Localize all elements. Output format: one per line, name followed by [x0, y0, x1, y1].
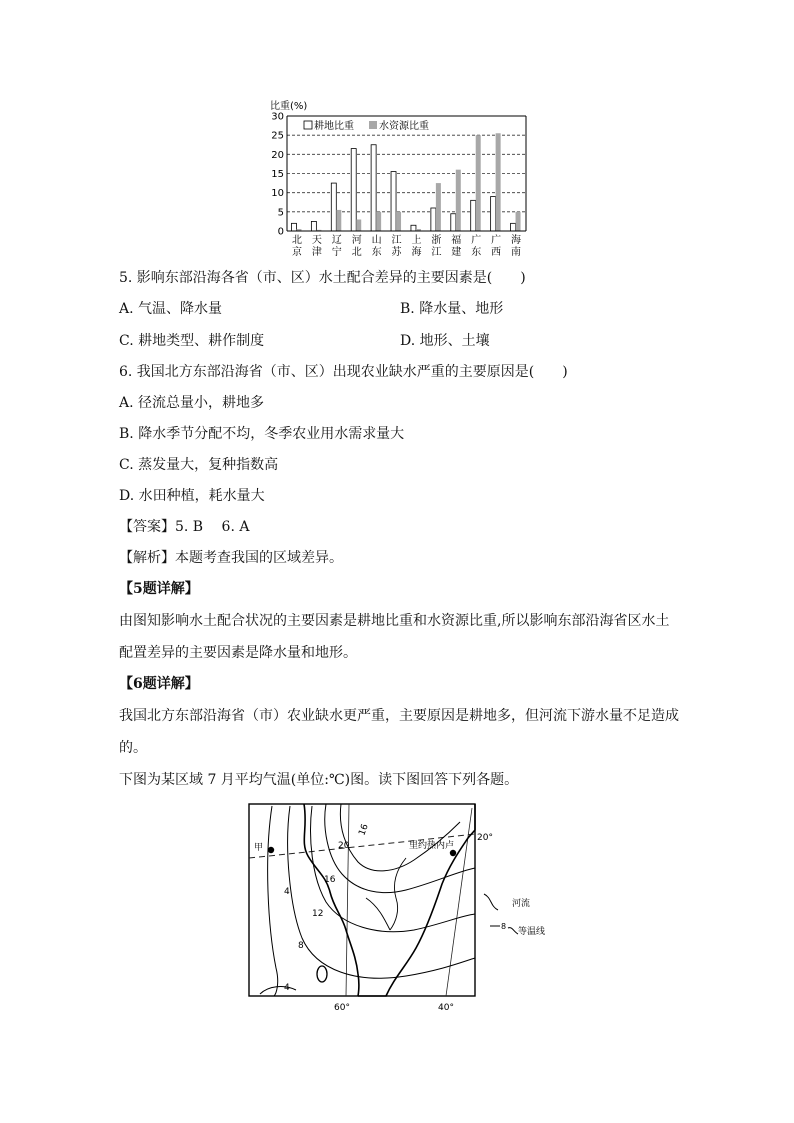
- detail-5-line2: 配置差异的主要因素是降水量和地形。: [119, 645, 357, 661]
- q5-option-a: A. 气温、降水量: [119, 301, 223, 317]
- bar-cultivated-2: [331, 183, 336, 231]
- bar-chart: [268, 96, 528, 260]
- legend-swatch-water: [369, 121, 377, 129]
- legend-isotherm-label: 等温线: [518, 927, 546, 937]
- q5-option-d: D. 地形、土壤: [400, 333, 490, 349]
- label-rio: 里约热内卢: [409, 841, 455, 851]
- legend-label-cultivated: 耕地比重: [314, 121, 354, 132]
- x-tick-label-8-1: 建: [451, 247, 462, 258]
- iso-label-12: 12: [312, 909, 324, 919]
- bar-water-10: [496, 133, 501, 231]
- iso-label-4b: 4: [284, 983, 290, 993]
- bar-cultivated-1: [311, 221, 316, 231]
- x-tick-label-6-1: 海: [411, 247, 422, 258]
- q6-option-c: C. 蒸发量大，复种指数高: [119, 457, 279, 473]
- label-jia: 甲: [254, 843, 264, 853]
- x-tick-label-9-1: 东: [471, 247, 482, 258]
- x-tick-label-5-0: 江: [391, 235, 402, 246]
- isotherm-map: [246, 798, 566, 1016]
- y-tick-label-4: 20: [271, 149, 284, 161]
- bar-cultivated-6: [411, 225, 416, 231]
- y-tick-label-6: 30: [271, 111, 284, 123]
- bar-water-11: [516, 212, 521, 231]
- point-jia-marker: [268, 847, 274, 853]
- x-tick-label-2-0: 辽: [331, 235, 342, 246]
- y-axis-label: 比重(%): [270, 101, 308, 112]
- y-tick-label-3: 15: [271, 169, 284, 180]
- x-tick-label-4-1: 东: [371, 247, 382, 258]
- legend-swatch-cultivated: [304, 121, 312, 129]
- bar-water-4: [376, 212, 381, 231]
- x-tick-label-8-0: 福: [451, 235, 462, 246]
- bar-cultivated-10: [491, 197, 496, 232]
- bar-water-8: [456, 170, 461, 231]
- label-40deg: 40°: [438, 1003, 454, 1013]
- iso-label-16a: 16: [357, 822, 371, 838]
- analysis: 【解析】本题考查我国的区域差异。: [119, 550, 343, 566]
- label-20deg: 20°: [477, 833, 493, 843]
- bar-water-9: [476, 135, 481, 231]
- bars: [291, 133, 520, 231]
- x-tick-label-2-1: 宁: [331, 247, 342, 258]
- x-tick-label-1-0: 天: [311, 235, 322, 246]
- iso-label-16b: 16: [324, 875, 336, 885]
- y-tick-label-2: 10: [271, 188, 284, 200]
- bar-cultivated-0: [291, 223, 296, 231]
- x-tick-label-3-1: 北: [351, 247, 362, 258]
- label-60deg: 60°: [334, 1003, 350, 1013]
- bar-cultivated-8: [451, 214, 456, 231]
- q6-stem: 6. 我国北方东部沿海省（市、区）出现农业缺水严重的主要原因是( ): [119, 364, 568, 380]
- x-tick-label-7-0: 浙: [431, 235, 442, 246]
- bar-water-7: [436, 183, 441, 231]
- q6-option-a: A. 径流总量小，耕地多: [119, 395, 265, 411]
- lake: [317, 966, 327, 982]
- detail-6-line1: 我国北方东部沿海省（市）农业缺水更严重，主要原因是耕地多，但河流下游水量不足造成: [119, 708, 679, 724]
- bar-cultivated-4: [371, 145, 376, 231]
- legend: [304, 119, 429, 132]
- x-tick-label-11-1: 南: [511, 247, 522, 258]
- x-tick-label-5-1: 苏: [391, 247, 402, 258]
- iso-label-8: 8: [298, 941, 304, 951]
- bar-water-5: [396, 212, 401, 231]
- iso-label-4a: 4: [284, 887, 290, 897]
- bar-water-2: [336, 210, 341, 231]
- detail-5-line1: 由图知影响水土配合状况的主要因素是耕地比重和水资源比重,所以影响东部沿海省区水土: [119, 613, 670, 629]
- x-tick-label-11-0: 海: [511, 235, 522, 246]
- y-tick-label-1: 5: [277, 207, 284, 219]
- x-tick-label-1-1: 津: [311, 247, 322, 258]
- x-tick-label-7-1: 江: [431, 247, 442, 258]
- q5-stem: 5. 影响东部沿海各省（市、区）水土配合差异的主要因素是( ): [119, 270, 526, 286]
- x-tick-label-10-1: 西: [491, 247, 502, 258]
- y-tick-label-0: 0: [277, 226, 284, 238]
- x-labels: [292, 233, 521, 258]
- y-tick-label-5: 25: [271, 130, 284, 142]
- bar-cultivated-3: [351, 149, 356, 231]
- iso-label-20: 20: [338, 841, 350, 851]
- q5-option-b: B. 降水量、地形: [400, 301, 504, 317]
- legend-river-label: 河流: [512, 899, 531, 909]
- q6-option-d: D. 水田种植，耗水量大: [119, 488, 265, 504]
- bar-cultivated-5: [391, 172, 396, 231]
- x-tick-label-6-0: 上: [411, 235, 422, 246]
- bar-cultivated-7: [431, 208, 436, 231]
- x-tick-label-0-1: 京: [291, 247, 302, 258]
- answer: 【答案】5. B 6. A: [119, 519, 250, 535]
- map-intro: 下图为某区域 7 月平均气温(单位:℃)图。读下图回答下列各题。: [119, 772, 519, 788]
- bar-cultivated-9: [471, 200, 476, 231]
- detail-5-title: 【5题详解】: [119, 581, 199, 597]
- x-tick-label-3-0: 河: [351, 235, 362, 246]
- x-tick-label-0-0: 北: [291, 235, 302, 246]
- q6-option-b: B. 降水季节分配不均，冬季农业用水需求量大: [119, 426, 405, 442]
- x-tick-label-4-0: 山: [371, 235, 382, 246]
- detail-6-line2: 的。: [119, 740, 147, 756]
- x-tick-label-9-0: 广: [471, 235, 482, 246]
- legend-label-water: 水资源比重: [379, 121, 429, 132]
- x-tick-label-10-0: 广: [491, 235, 502, 246]
- bar-water-3: [356, 220, 361, 232]
- detail-6-title: 【6题详解】: [119, 676, 199, 692]
- q5-option-c: C. 耕地类型、耕作制度: [119, 333, 265, 349]
- legend-river-symbol: [484, 894, 498, 910]
- legend-isotherm-value: 8: [501, 922, 507, 931]
- bar-cultivated-11: [511, 223, 516, 231]
